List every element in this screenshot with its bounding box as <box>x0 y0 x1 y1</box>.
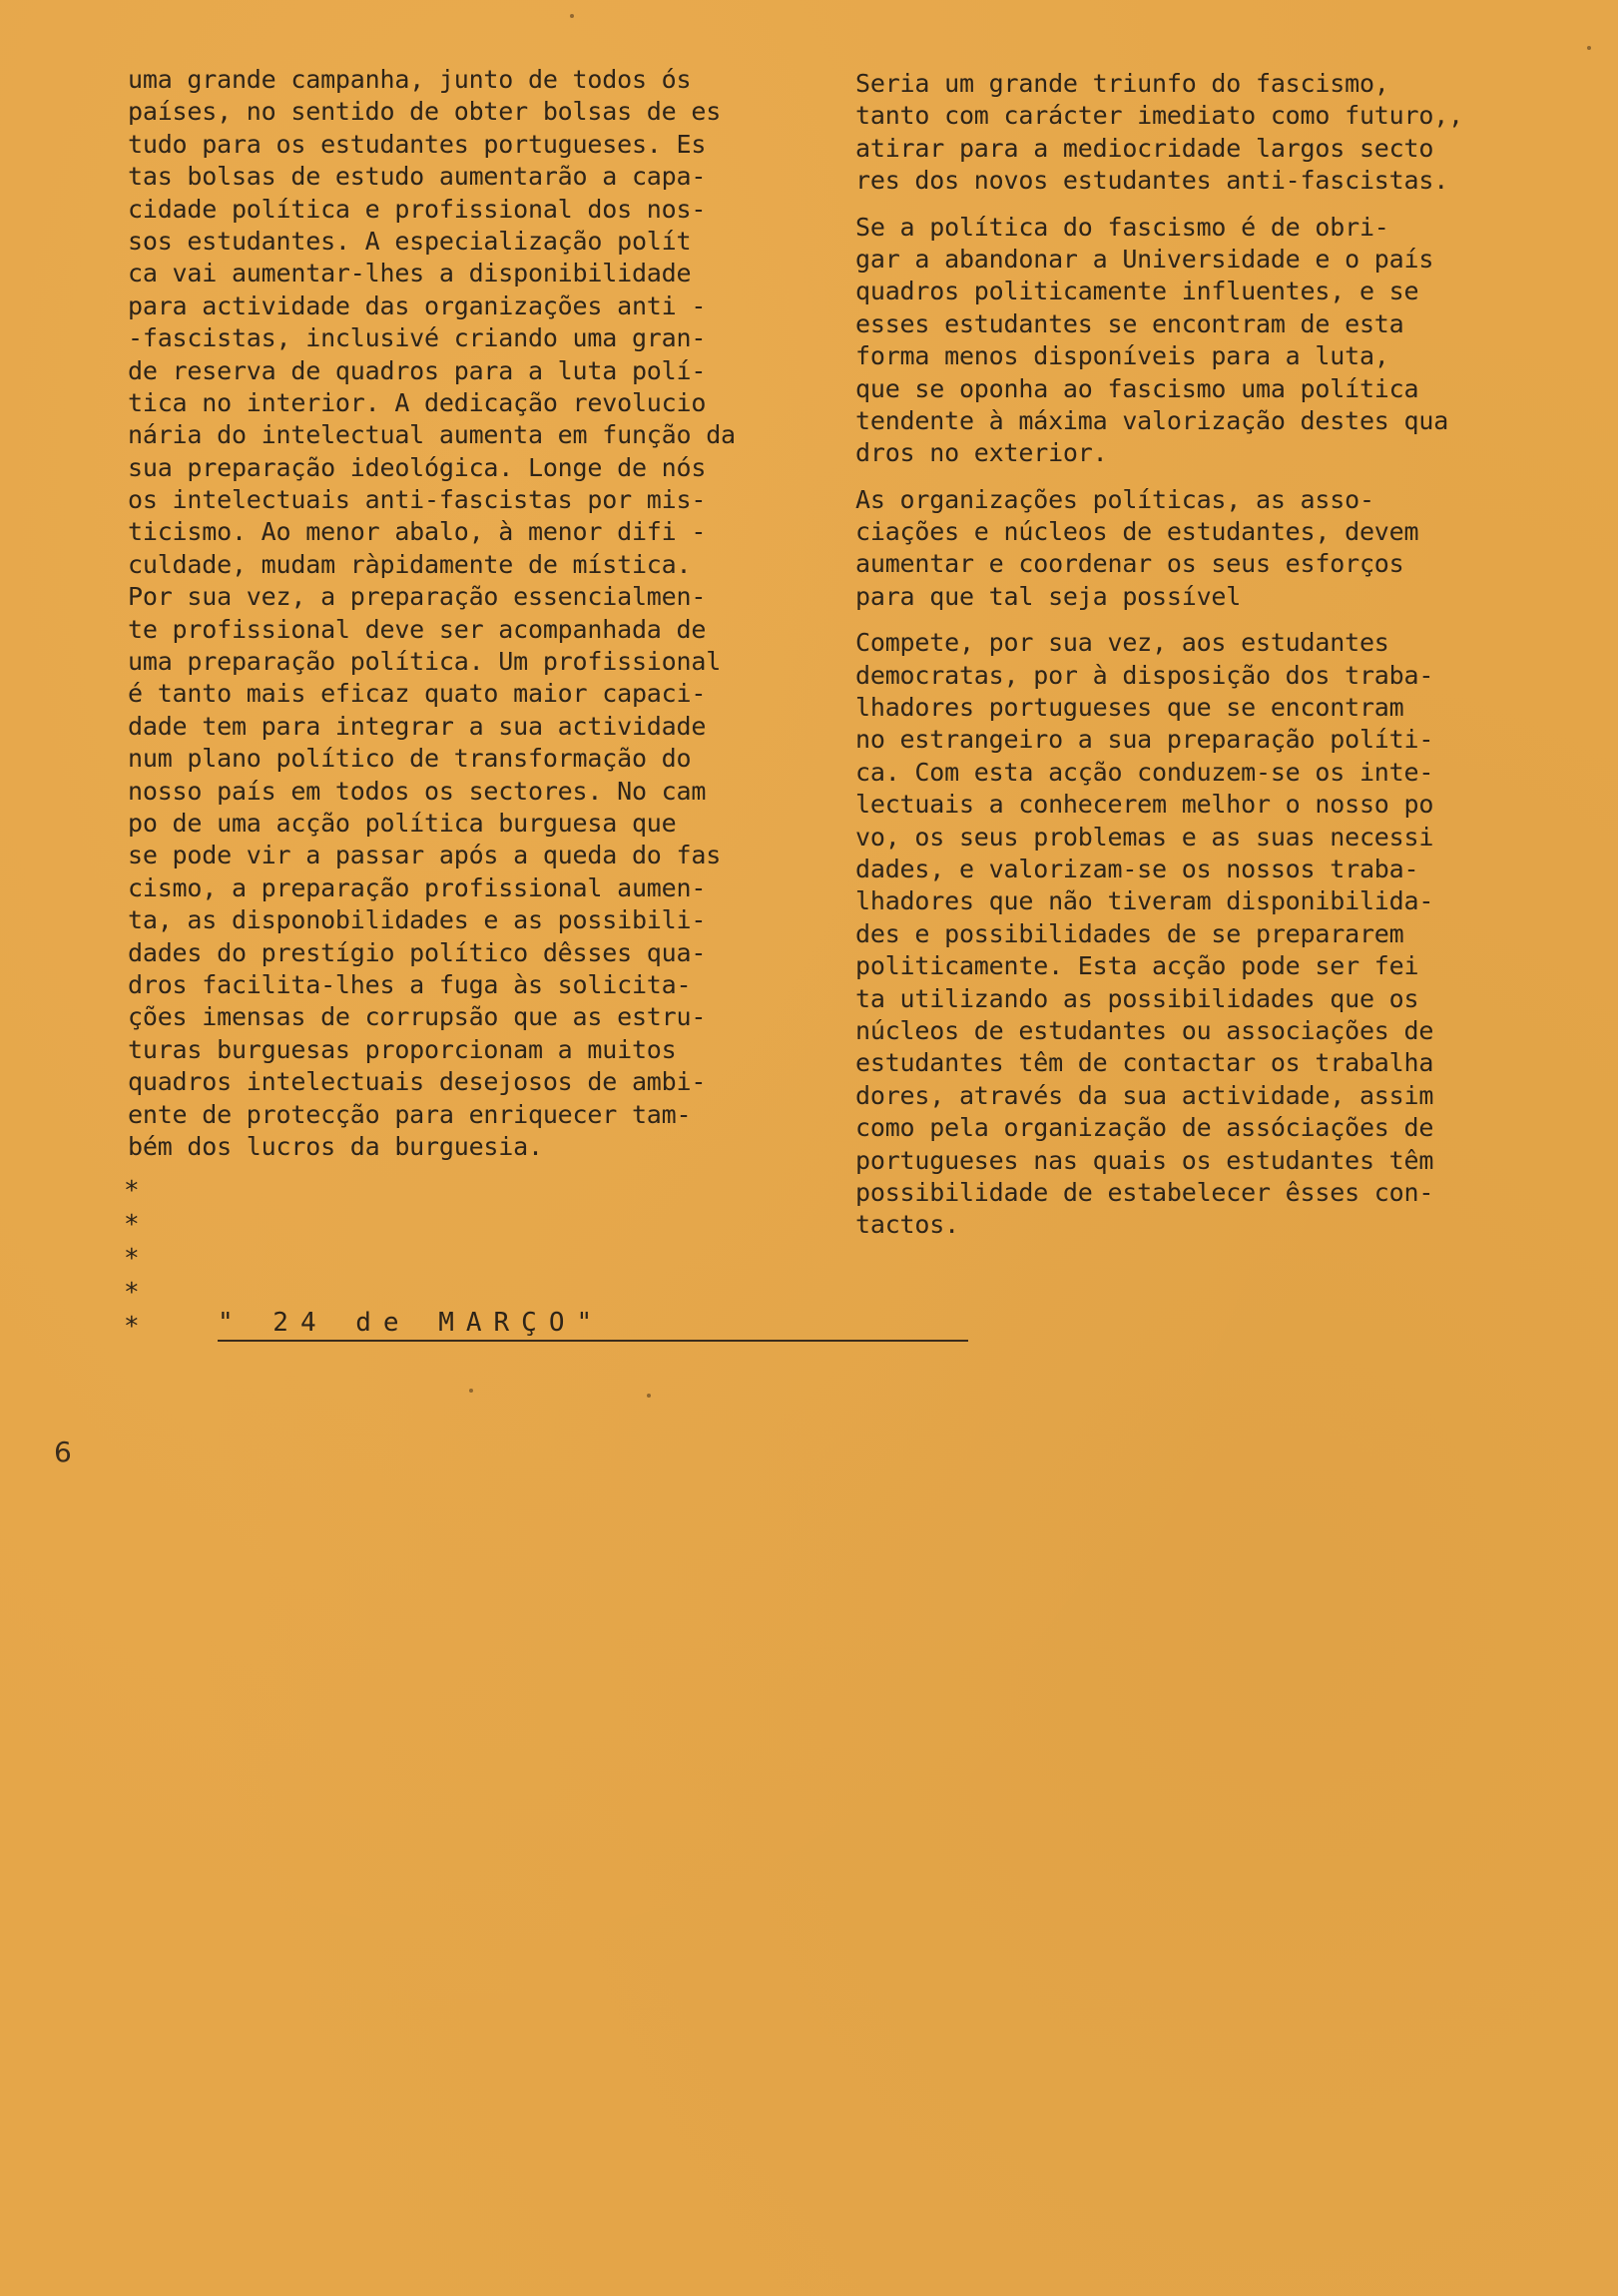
text-line: tactos. <box>855 1210 959 1240</box>
text-line: para que tal seja possível <box>855 581 1242 611</box>
text-line: vo, os seus problemas e as suas necessi <box>855 822 1434 852</box>
text-line: cidade política e profissional dos nos- <box>128 194 707 224</box>
text-line: nosso país em todos os sectores. No cam <box>128 776 707 806</box>
text-line: Compete, por sua vez, aos estudantes <box>855 628 1389 658</box>
text-line: culdade, mudam ràpidamente de mística. <box>128 549 692 579</box>
text-line: ticismo. Ao menor abalo, à menor difi - <box>128 517 707 547</box>
ink-speck <box>647 1394 651 1398</box>
text-line: ções imensas de corrupsão que as estru- <box>128 1002 707 1032</box>
text-line: turas burguesas proporcionam a muitos <box>128 1034 677 1064</box>
text-line: países, no sentido de obter bolsas de es <box>128 97 722 127</box>
text-line: democratas, por à disposição dos traba- <box>855 660 1434 690</box>
text-line: se pode vir a passar após a queda do fas <box>128 841 722 870</box>
asterisk: * <box>124 1210 140 1240</box>
right-column <box>855 68 1514 1242</box>
ink-speck <box>469 1389 473 1393</box>
text-line: sos estudantes. A especialização polít <box>128 226 692 256</box>
text-line: ca vai aumentar-lhes a disponibilidade <box>128 259 692 288</box>
text-line: dade tem para integrar a sua actividade <box>128 711 707 741</box>
asterisk: * <box>124 1278 140 1308</box>
text-line: ca. Com esta acção conduzem-se os inte- <box>855 757 1434 787</box>
text-line: sua preparação ideológica. Longe de nós <box>128 452 707 482</box>
text-line: quadros politicamente influentes, e se <box>855 277 1419 306</box>
text-line: ciações e núcleos de estudantes, devem <box>855 517 1419 547</box>
text-line: bém dos lucros da burguesia. <box>128 1131 543 1161</box>
ink-speck <box>570 14 574 18</box>
text-line: Por sua vez, a preparação essencialmen- <box>128 582 707 612</box>
text-line: dros no exterior. <box>855 438 1108 468</box>
asterisk: * <box>124 1244 140 1274</box>
paragraph <box>855 68 1514 198</box>
left-column <box>128 64 787 1163</box>
text-line: para actividade das organizações anti - <box>128 290 707 320</box>
text-line: ta utilizando as possibilidades que os <box>855 983 1419 1013</box>
text-line: atirar para a mediocridade largos secto <box>855 133 1434 163</box>
text-line: portugueses nas quais os estudantes têm <box>855 1145 1434 1175</box>
text-line: ente de protecção para enriquecer tam- <box>128 1099 692 1129</box>
text-line: os intelectuais anti-fascistas por mis- <box>128 485 707 515</box>
signature-24-de-marco: " 24 de MARÇO" <box>218 1308 968 1342</box>
paragraph <box>855 627 1514 1241</box>
text-line: tudo para os estudantes portugueses. Es <box>128 129 707 159</box>
text-line: -fascistas, inclusivé criando uma gran- <box>128 323 707 353</box>
asterisk: * <box>124 1176 140 1206</box>
text-line: tas bolsas de estudo aumentarão a capa- <box>128 162 707 192</box>
text-line: uma preparação política. Um profissional <box>128 647 722 677</box>
text-line: é tanto mais eficaz quato maior capaci- <box>128 679 707 709</box>
text-line: tica no interior. A dedicação revolucio <box>128 387 707 417</box>
text-line: cismo, a preparação profissional aumen- <box>128 872 707 902</box>
text-line: estudantes têm de contactar os trabalha <box>855 1048 1434 1078</box>
text-line: núcleos de estudantes ou associações de <box>855 1015 1434 1045</box>
asterisk-separator <box>124 1174 140 1344</box>
text-line: gar a abandonar a Universidade e o país <box>855 244 1434 274</box>
text-line: As organizações políticas, as asso- <box>855 484 1374 514</box>
text-line: dades, e valorizam-se os nossos traba- <box>855 854 1419 883</box>
text-line: res dos novos estudantes anti-fascistas. <box>855 166 1449 196</box>
text-line: tendente à máxima valorização destes qua <box>855 405 1449 435</box>
asterisk: * <box>124 1312 140 1342</box>
text-line: uma grande campanha, junto de todos ós <box>128 65 692 94</box>
text-line: que se oponha ao fascismo uma política <box>855 373 1419 403</box>
text-line: aumentar e coordenar os seus esforços <box>855 549 1404 579</box>
text-line: politicamente. Esta acção pode ser fei <box>855 951 1419 981</box>
text-line: nária do intelectual aumenta em função da <box>128 420 736 450</box>
text-line: dores, através da sua actividade, assim <box>855 1080 1434 1110</box>
paragraph <box>855 484 1514 614</box>
text-line: po de uma acção política burguesa que <box>128 808 677 838</box>
ink-speck <box>1587 46 1591 50</box>
page-number: 6 <box>54 1435 72 1468</box>
text-line: no estrangeiro a sua preparação políti- <box>855 725 1434 755</box>
text-line: de reserva de quadros para a luta polí- <box>128 355 707 385</box>
text-line: forma menos disponíveis para a luta, <box>855 341 1389 371</box>
text-line: te profissional deve ser acompanhada de <box>128 614 707 644</box>
text-line: como pela organização de assóciações de <box>855 1113 1434 1143</box>
text-line: lhadores portugueses que se encontram <box>855 693 1404 723</box>
text-line: esses estudantes se encontram de esta <box>855 308 1404 338</box>
text-line: dades do prestígio político dêsses qua- <box>128 937 707 967</box>
text-line: tanto com carácter imediato como futuro,, <box>855 101 1463 131</box>
text-line: Seria um grande triunfo do fascismo, <box>855 69 1389 98</box>
text-line: lectuais a conhecerem melhor o nosso po <box>855 790 1434 820</box>
text-line: Se a política do fascismo é de obri- <box>855 212 1389 242</box>
paragraph <box>855 212 1514 470</box>
text-line: possibilidade de estabelecer êsses con- <box>855 1177 1434 1207</box>
text-line: des e possibilidades de se prepararem <box>855 918 1404 948</box>
text-line: ta, as disponobilidades e as possibili- <box>128 905 707 935</box>
text-line: num plano político de transformação do <box>128 744 692 774</box>
text-line: dros facilita-lhes a fuga às solicita- <box>128 969 692 999</box>
text-line: quadros intelectuais desejosos de ambi- <box>128 1067 707 1097</box>
text-line: lhadores que não tiveram disponibilida- <box>855 886 1434 916</box>
